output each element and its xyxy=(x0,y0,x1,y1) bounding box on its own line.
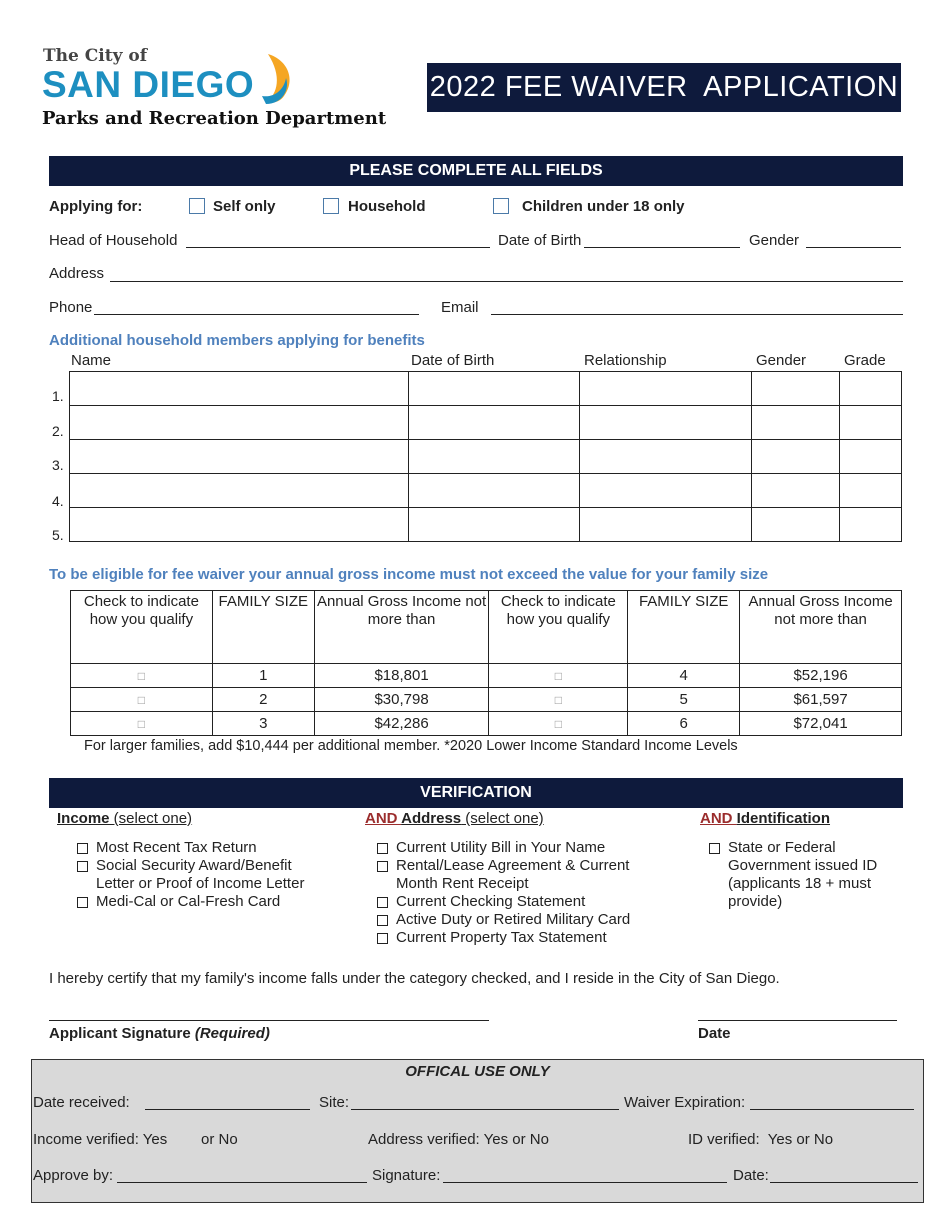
head-of-household-field[interactable] xyxy=(186,247,490,248)
household-label: Household xyxy=(348,198,426,215)
table-row xyxy=(70,406,902,440)
member-name-cell[interactable] xyxy=(70,508,409,542)
qualify-checkbox[interactable]: □ xyxy=(554,717,562,731)
address-option-label: Active Duty or Retired Military Card xyxy=(396,911,631,928)
table-row xyxy=(71,591,902,664)
official-title: OFFICAL USE ONLY xyxy=(405,1063,550,1080)
members-col-gender: Gender xyxy=(756,352,807,369)
date-received-label: Date received: xyxy=(33,1094,130,1111)
list-item[interactable] xyxy=(377,929,667,947)
city-logo xyxy=(42,44,387,134)
gender-label: Gender xyxy=(749,232,800,249)
table-row xyxy=(71,712,902,736)
official-date-label: Date: xyxy=(733,1167,769,1184)
applicant-signature-field[interactable] xyxy=(49,1020,489,1021)
income-verification-title xyxy=(57,810,192,827)
list-item[interactable] xyxy=(377,839,667,857)
col-annual-income: Annual Gross Income not more than xyxy=(740,591,902,664)
identification-options xyxy=(709,839,904,911)
member-dob-cell[interactable] xyxy=(408,508,580,542)
head-of-household-label: Head of Household xyxy=(49,232,178,249)
members-col-dob: Date of Birth xyxy=(411,352,495,369)
self-only-label: Self only xyxy=(213,198,276,215)
income-limit: $61,597 xyxy=(740,688,902,712)
family-size: 5 xyxy=(628,688,740,712)
family-size: 6 xyxy=(628,712,740,736)
logo-line2: SAN DIEGO xyxy=(42,64,255,105)
col-check: Check to indicate how you qualify xyxy=(71,591,213,664)
address-option-label: Rental/Lease Agreement & Current Month Rent Receipt xyxy=(396,857,630,892)
checkbox-icon[interactable] xyxy=(377,915,388,926)
address-options xyxy=(377,839,667,947)
address-verification-title xyxy=(365,810,544,827)
self-only-checkbox[interactable] xyxy=(189,198,205,214)
member-name-cell[interactable] xyxy=(70,406,409,440)
checkbox-icon[interactable] xyxy=(377,933,388,944)
site-label: Site: xyxy=(319,1094,350,1111)
income-table xyxy=(70,590,902,736)
page-title: 2022 FEE WAIVER APPLICATION xyxy=(427,63,901,112)
section-header-complete: PLEASE COMPLETE ALL FIELDS xyxy=(49,156,903,186)
member-row-number: 4. xyxy=(52,493,64,509)
member-grade-cell[interactable] xyxy=(840,372,902,406)
list-item[interactable] xyxy=(77,839,337,857)
member-dob-cell[interactable] xyxy=(408,406,580,440)
official-date-field[interactable] xyxy=(770,1182,918,1183)
identification-title: Identification xyxy=(736,810,831,827)
table-row xyxy=(70,474,902,508)
checkbox-icon[interactable] xyxy=(77,843,88,854)
dob-field[interactable] xyxy=(584,247,740,248)
income-options xyxy=(77,839,337,911)
member-row-number: 3. xyxy=(52,457,64,473)
member-grade-cell[interactable] xyxy=(840,508,902,542)
identification-verification-title xyxy=(700,810,830,827)
applicant-signature-label xyxy=(49,1025,270,1042)
date-received-field[interactable] xyxy=(145,1109,310,1110)
member-relationship-cell[interactable] xyxy=(580,440,752,474)
logo-line1: The City of xyxy=(43,46,148,66)
income-option-label: Most Recent Tax Return xyxy=(96,839,257,856)
member-relationship-cell[interactable] xyxy=(580,372,752,406)
address-and: AND xyxy=(365,810,402,827)
signature-date-label: Date xyxy=(698,1025,731,1042)
section-header-verification: VERIFICATION xyxy=(49,778,903,808)
official-use-box xyxy=(31,1059,924,1203)
income-limit: $42,286 xyxy=(314,712,489,736)
col-family-size: FAMILY SIZE xyxy=(628,591,740,664)
members-table xyxy=(69,371,902,542)
children-label: Children under 18 only xyxy=(522,198,685,215)
list-item[interactable] xyxy=(377,911,667,929)
children-checkbox[interactable] xyxy=(493,198,509,214)
approve-by-field[interactable] xyxy=(117,1182,367,1183)
household-checkbox[interactable] xyxy=(323,198,339,214)
phone-label: Phone xyxy=(49,299,93,316)
table-row xyxy=(70,372,902,406)
family-size: 3 xyxy=(212,712,314,736)
list-item[interactable] xyxy=(377,893,667,911)
income-verified-label: Income verified: Yes xyxy=(33,1131,168,1148)
qualify-checkbox[interactable]: □ xyxy=(554,669,562,683)
official-signature-label: Signature: xyxy=(372,1167,441,1184)
member-name-cell[interactable] xyxy=(70,474,409,508)
income-verified-no: or No xyxy=(201,1131,238,1148)
list-item[interactable] xyxy=(377,857,667,893)
income-note: (select one) xyxy=(109,810,193,827)
member-relationship-cell[interactable] xyxy=(580,406,752,440)
address-option-label: Current Property Tax Statement xyxy=(396,929,607,946)
checkbox-icon[interactable] xyxy=(709,843,720,854)
member-gender-cell[interactable] xyxy=(752,508,840,542)
income-option-label: Social Security Award/Benefit Letter or Proof of Income Letter xyxy=(96,857,305,892)
income-heading: To be eligible for fee waiver your annual gross income must not exceed the value for your family size xyxy=(49,566,769,583)
signature-date-field[interactable] xyxy=(698,1020,897,1021)
col-family-size: FAMILY SIZE xyxy=(212,591,314,664)
signature-required: (Required) xyxy=(194,1025,270,1042)
dob-label: Date of Birth xyxy=(498,232,582,249)
member-name-cell[interactable] xyxy=(70,372,409,406)
member-row-number: 1. xyxy=(52,388,64,404)
waiver-expiration-label: Waiver Expiration: xyxy=(624,1094,746,1111)
member-grade-cell[interactable] xyxy=(840,474,902,508)
income-option-label: Medi-Cal or Cal-Fresh Card xyxy=(96,893,281,910)
qualify-checkbox[interactable]: □ xyxy=(554,693,562,707)
income-limit: $52,196 xyxy=(740,664,902,688)
members-col-name: Name xyxy=(71,352,112,369)
member-dob-cell[interactable] xyxy=(408,372,580,406)
members-col-relationship: Relationship xyxy=(584,352,667,369)
table-row xyxy=(70,440,902,474)
address-label: Address xyxy=(49,265,105,282)
income-limit: $18,801 xyxy=(314,664,489,688)
list-item[interactable] xyxy=(709,839,904,911)
members-heading: Additional household members applying for benefits xyxy=(49,332,425,349)
table-row xyxy=(71,688,902,712)
member-dob-cell[interactable] xyxy=(408,474,580,508)
address-title: Address xyxy=(401,810,462,827)
id-verified-label: ID verified: Yes or No xyxy=(688,1131,834,1148)
qualify-checkbox[interactable]: □ xyxy=(137,693,146,707)
list-item[interactable] xyxy=(77,857,337,893)
email-field[interactable] xyxy=(491,314,903,315)
address-option-label: Current Utility Bill in Your Name xyxy=(396,839,606,856)
income-limit: $72,041 xyxy=(740,712,902,736)
members-col-grade: Grade xyxy=(844,352,886,369)
family-size: 4 xyxy=(628,664,740,688)
member-grade-cell[interactable] xyxy=(840,440,902,474)
member-relationship-cell[interactable] xyxy=(580,508,752,542)
table-row xyxy=(70,508,902,542)
member-gender-cell[interactable] xyxy=(752,440,840,474)
col-check: Check to indicate how you qualify xyxy=(489,591,628,664)
identification-and: AND xyxy=(700,810,737,827)
checkbox-icon[interactable] xyxy=(77,861,88,872)
income-limit: $30,798 xyxy=(314,688,489,712)
address-field[interactable] xyxy=(110,281,903,282)
member-relationship-cell[interactable] xyxy=(580,474,752,508)
approve-by-label: Approve by: xyxy=(33,1167,114,1184)
certify-statement: I hereby certify that my family's income falls under the category checked, and I reside in the City of San Diego. xyxy=(49,970,780,987)
qualify-checkbox[interactable]: □ xyxy=(137,717,146,731)
family-size: 1 xyxy=(212,664,314,688)
logo-dept: Parks and Recreation Department xyxy=(42,108,387,129)
gender-field[interactable] xyxy=(806,247,901,248)
official-signature-field[interactable] xyxy=(443,1182,727,1183)
address-note: (select one) xyxy=(461,810,544,827)
member-grade-cell[interactable] xyxy=(840,406,902,440)
address-verified-label: Address verified: Yes or No xyxy=(368,1131,549,1148)
waiver-expiration-field[interactable] xyxy=(750,1109,914,1110)
income-title: Income xyxy=(57,810,110,827)
checkbox-icon[interactable] xyxy=(77,897,88,908)
sun-icon xyxy=(254,50,298,108)
member-row-number: 5. xyxy=(52,527,64,543)
member-dob-cell[interactable] xyxy=(408,440,580,474)
member-name-cell[interactable] xyxy=(70,440,409,474)
income-footnote: For larger families, add $10,444 per additional member. *2020 Lower Income Standard Income Levels xyxy=(84,738,738,754)
site-field[interactable] xyxy=(351,1109,619,1110)
family-size: 2 xyxy=(212,688,314,712)
signature-label-text: Applicant Signature xyxy=(49,1025,195,1042)
col-annual-income: Annual Gross Income not more than xyxy=(314,591,489,664)
email-label: Email xyxy=(441,299,479,316)
list-item[interactable] xyxy=(77,893,337,911)
checkbox-icon[interactable] xyxy=(377,843,388,854)
table-row xyxy=(71,664,902,688)
address-option-label: Current Checking Statement xyxy=(396,893,586,910)
identification-option-label: State or Federal Government issued ID (applicants 18 + must provide) xyxy=(728,839,878,910)
member-row-number: 2. xyxy=(52,423,64,439)
phone-field[interactable] xyxy=(94,314,419,315)
member-gender-cell[interactable] xyxy=(752,406,840,440)
qualify-checkbox[interactable]: □ xyxy=(137,669,146,683)
checkbox-icon[interactable] xyxy=(377,897,388,908)
member-gender-cell[interactable] xyxy=(752,372,840,406)
checkbox-icon[interactable] xyxy=(377,861,388,872)
applying-for-label: Applying for: xyxy=(49,198,143,215)
member-gender-cell[interactable] xyxy=(752,474,840,508)
